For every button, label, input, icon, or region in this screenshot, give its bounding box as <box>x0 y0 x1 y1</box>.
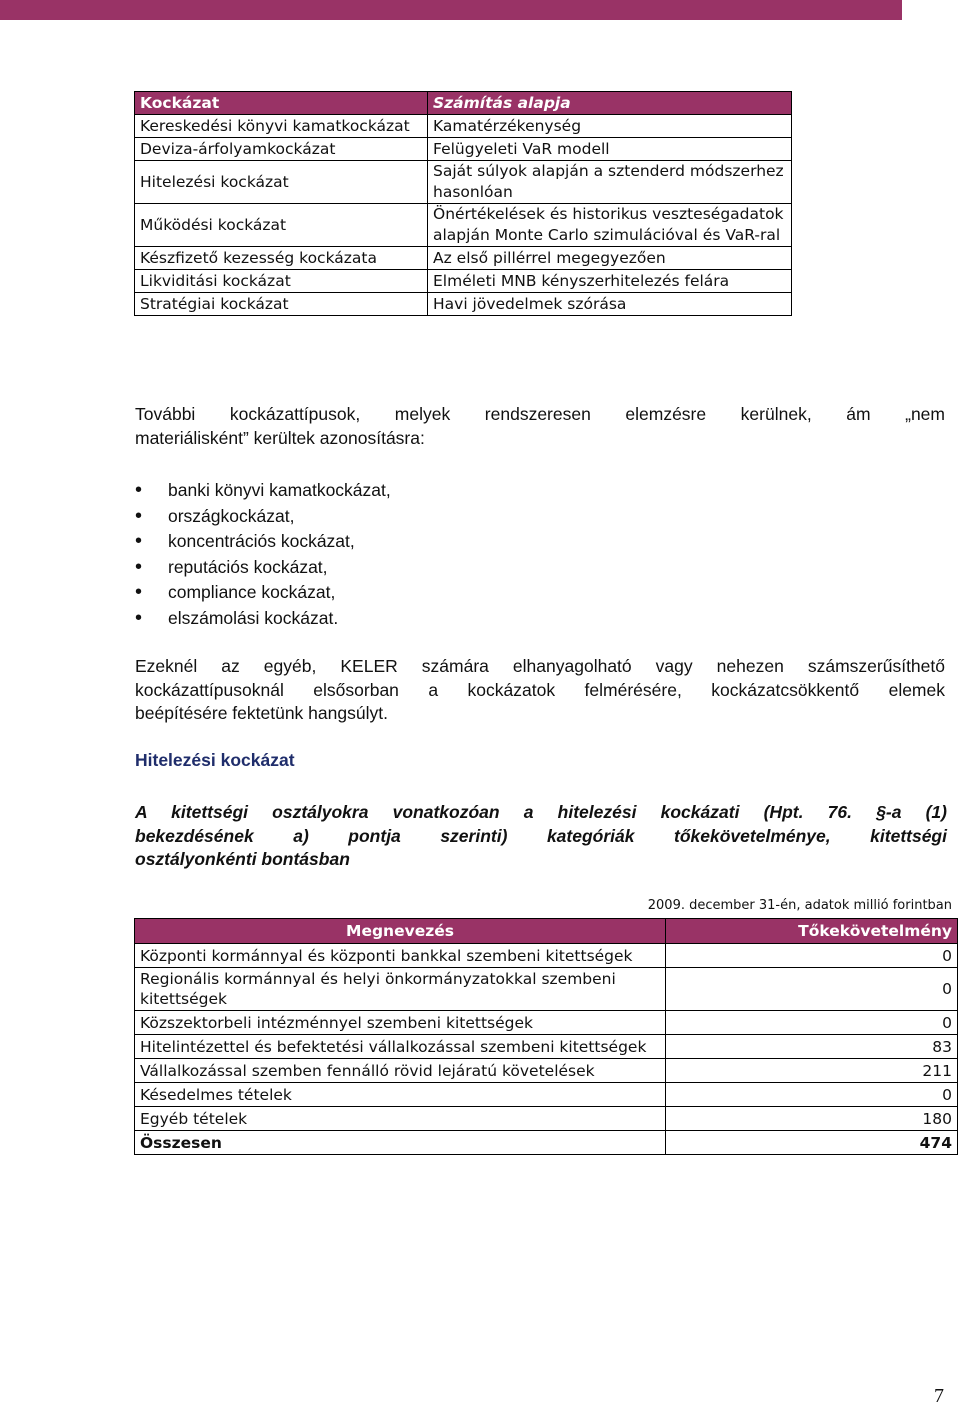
table-row <box>135 1059 958 1083</box>
column-header-capital: Tőkekövetelmény <box>666 919 958 944</box>
value-cell: 0 <box>666 1083 958 1107</box>
table-caption: 2009. december 31-én, adatok millió forintban <box>647 898 952 913</box>
list-item: • országkockázat, <box>135 504 391 530</box>
value-cell: 0 <box>666 1011 958 1035</box>
value-cell: 83 <box>666 1035 958 1059</box>
name-cell: Közszektorbeli intézménnyel szembeni kitettségek <box>135 1011 666 1035</box>
risk-cell: Hitelezési kockázat <box>135 161 428 204</box>
table-header-row <box>135 919 958 944</box>
subheading-line: bekezdésének a) pontja szerinti) kategóriák tőkekövetelménye, kitettségi <box>135 825 947 846</box>
table-row <box>135 968 958 1011</box>
risk-calculation-table <box>134 91 792 316</box>
basis-cell: Kamatérzékenység <box>428 115 792 138</box>
value-cell: 180 <box>666 1107 958 1131</box>
total-label: Összesen <box>135 1131 666 1155</box>
table-row <box>135 1107 958 1131</box>
intro-line: materiálisként” kerültek azonosításra: <box>135 427 425 448</box>
intro-paragraph <box>135 403 945 450</box>
page-number: 7 <box>934 1385 944 1407</box>
total-value: 474 <box>666 1131 958 1155</box>
basis-cell: Havi jövedelmek szórása <box>428 293 792 316</box>
risk-cell: Likviditási kockázat <box>135 270 428 293</box>
basis-cell: Elméleti MNB kényszerhitelezés felára <box>428 270 792 293</box>
basis-cell: Saját súlyok alapján a sztenderd módszerhez hasonlóan <box>428 161 792 204</box>
total-row <box>135 1131 958 1155</box>
paragraph-line: Ezeknél az egyéb, KELER számára elhanyagolható vagy nehezen számszerűsíthető <box>135 656 945 676</box>
name-cell: Központi kormánnyal és központi bankkal szembeni kitettségek <box>135 944 666 968</box>
value-cell: 0 <box>666 944 958 968</box>
table-row <box>135 204 792 247</box>
column-header-risk: Kockázat <box>135 92 428 115</box>
value-cell: 211 <box>666 1059 958 1083</box>
header-color-bar <box>0 0 902 20</box>
risk-cell: Készfizető kezesség kockázata <box>135 247 428 270</box>
name-cell: Egyéb tételek <box>135 1107 666 1131</box>
name-cell: Késedelmes tételek <box>135 1083 666 1107</box>
table-row <box>135 293 792 316</box>
list-item: • elszámolási kockázat. <box>135 606 391 632</box>
risk-cell: Kereskedési könyvi kamatkockázat <box>135 115 428 138</box>
list-item: • reputációs kockázat, <box>135 555 391 581</box>
section-heading: Hitelezési kockázat <box>135 750 295 770</box>
paragraph-line: kockázattípusoknál elsősorban a kockázatok felmérésére, kockázatcsökkentő elemek <box>135 679 945 700</box>
basis-cell: Az első pillérrel megegyezően <box>428 247 792 270</box>
subheading-line: A kitettségi osztályokra vonatkozóan a hitelezési kockázati (Hpt. 76. §-a (1) <box>135 802 947 822</box>
basis-cell: Felügyeleti VaR modell <box>428 138 792 161</box>
name-cell: Vállalkozással szemben fennálló rövid lejáratú követelések <box>135 1059 666 1083</box>
column-header-name: Megnevezés <box>135 919 666 944</box>
table-row <box>135 138 792 161</box>
exposure-capital-table <box>134 918 958 1155</box>
list-item: • koncentrációs kockázat, <box>135 529 391 555</box>
table-row <box>135 161 792 204</box>
column-header-basis: Számítás alapja <box>428 92 792 115</box>
list-item: • compliance kockázat, <box>135 580 391 606</box>
value-cell: 0 <box>666 968 958 1011</box>
table-row <box>135 1083 958 1107</box>
subheading-line: osztályonkénti bontásban <box>135 849 350 869</box>
table-row <box>135 944 958 968</box>
table-row <box>135 247 792 270</box>
body-paragraph <box>135 655 945 726</box>
risk-cell: Működési kockázat <box>135 204 428 247</box>
risk-type-list <box>135 478 391 631</box>
table-row <box>135 1011 958 1035</box>
risk-cell: Deviza-árfolyamkockázat <box>135 138 428 161</box>
table-header-row <box>135 92 792 115</box>
list-item: • banki könyvi kamatkockázat, <box>135 478 391 504</box>
name-cell: Regionális kormánnyal és helyi önkormányzatokkal szembeni kitettségek <box>135 968 666 1011</box>
table-row <box>135 115 792 138</box>
table-row <box>135 1035 958 1059</box>
table-row <box>135 270 792 293</box>
paragraph-line: beépítésére fektetünk hangsúlyt. <box>135 703 388 723</box>
risk-cell: Stratégiai kockázat <box>135 293 428 316</box>
table-subheading <box>135 801 947 872</box>
name-cell: Hitelintézettel és befektetési vállalkozással szembeni kitettségek <box>135 1035 666 1059</box>
basis-cell: Önértékelések és historikus veszteségadatok alapján Monte Carlo szimulációval és VaR-ral <box>428 204 792 247</box>
intro-line: További kockázattípusok, melyek rendszeresen elemzésre kerülnek, ám „nem <box>135 404 945 424</box>
